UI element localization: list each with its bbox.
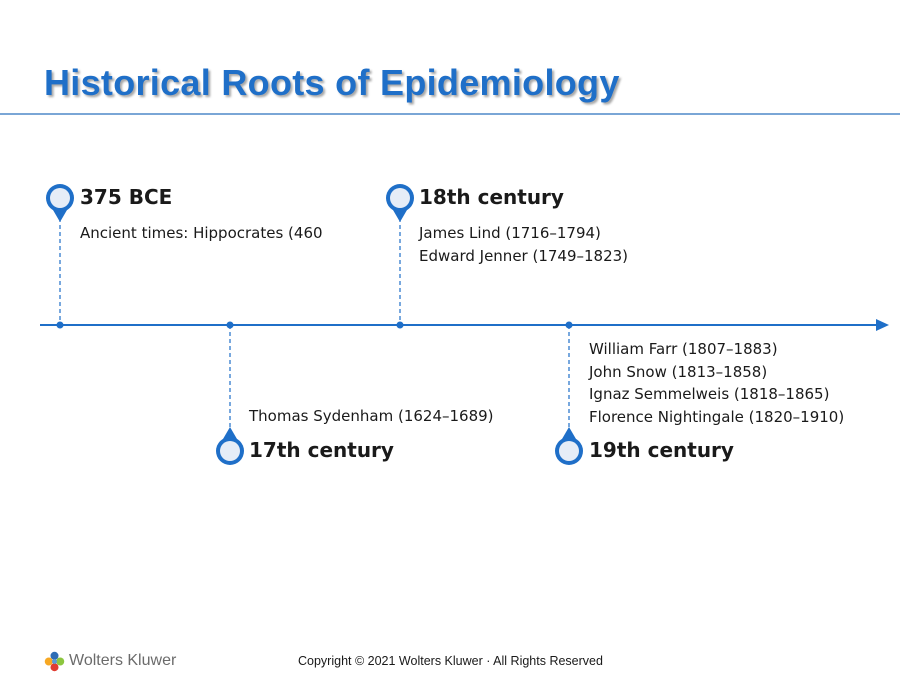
logo-text: Wolters Kluwer bbox=[69, 652, 177, 669]
footer-logo bbox=[44, 650, 176, 672]
event-line: Ancient times: Hippocrates (460 bbox=[80, 224, 323, 242]
axis-marker bbox=[397, 322, 404, 329]
event-description-18th-century bbox=[419, 222, 628, 267]
event-heading-17th-century: 17th century bbox=[249, 438, 394, 462]
wolters-kluwer-logo-icon bbox=[44, 651, 65, 672]
copyright-notice: Copyright © 2021 Wolters Kluwer · All Rights Reserved bbox=[298, 654, 603, 668]
event-line: Florence Nightingale (1820–1910) bbox=[589, 407, 845, 426]
event-line: William Farr (1807–1883) bbox=[589, 340, 778, 358]
event-description-19th-century bbox=[589, 338, 844, 428]
map-pin-icon bbox=[386, 184, 414, 222]
timeline-event-19th-century bbox=[555, 322, 583, 466]
timeline-arrowhead bbox=[876, 319, 889, 331]
event-heading-19th-century: 19th century bbox=[589, 438, 734, 462]
event-heading-18th-century: 18th century bbox=[419, 185, 564, 209]
timeline-event-375-bce bbox=[46, 184, 74, 329]
event-description-375-bce bbox=[80, 222, 323, 245]
event-line: Ignaz Semmelweis (1818–1865) bbox=[589, 385, 830, 403]
axis-marker bbox=[227, 322, 234, 329]
axis-marker bbox=[57, 322, 64, 329]
event-line: Edward Jenner (1749–1823) bbox=[419, 246, 629, 265]
timeline-event-18th-century bbox=[386, 184, 414, 329]
map-pin-icon bbox=[555, 427, 583, 465]
event-description-17th-century bbox=[249, 405, 494, 428]
map-pin-icon bbox=[46, 184, 74, 222]
event-line: Thomas Sydenham (1624–1689) bbox=[249, 407, 494, 425]
map-pin-icon bbox=[216, 427, 244, 465]
slide-title: Historical Roots of Epidemiology bbox=[44, 62, 620, 103]
event-line: James Lind (1716–1794) bbox=[419, 224, 601, 242]
axis-marker bbox=[566, 322, 573, 329]
event-line: John Snow (1813–1858) bbox=[589, 362, 768, 381]
event-heading-375-bce: 375 BCE bbox=[80, 185, 173, 209]
timeline-event-17th-century bbox=[216, 322, 244, 466]
